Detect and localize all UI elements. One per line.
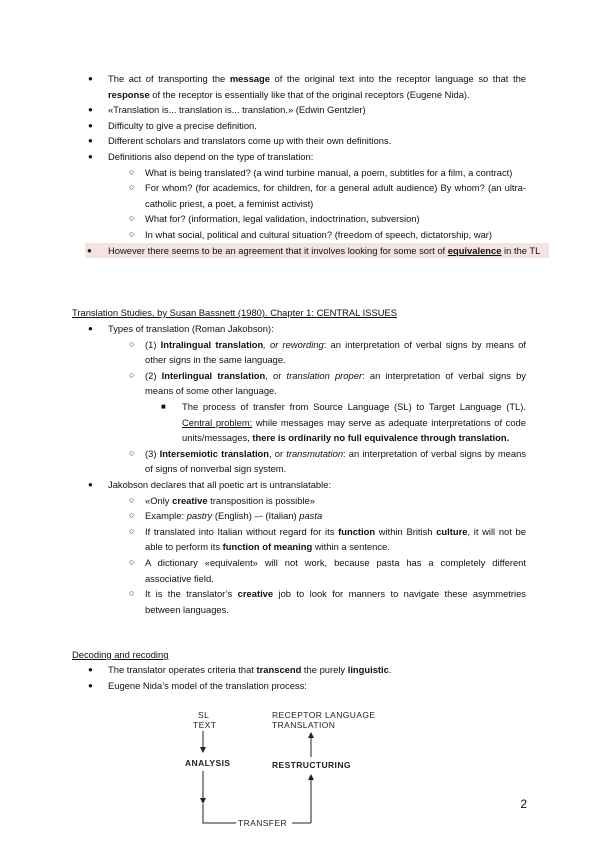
list-item: ○ (2) Interlingual translation, or translation proper: an interpretation of verbal signs by means of some other language. — [129, 369, 526, 397]
text-label: TEXT — [193, 720, 217, 730]
list-item: ○ If translated into Italian without regard for its function within British culture, it will not be able to perform its function of meaning within a sentence. — [129, 525, 526, 553]
list-item: ○ «Only creative transposition is possible» — [145, 493, 526, 509]
square-bullet-icon: ■ — [161, 401, 166, 411]
circle-bullet-icon: ○ — [129, 182, 135, 193]
list-item: ○ For whom? (for academics, for children, for a general adult audience) By whom? (an ultra-catholic priest, a poet, a feminist activist) — [129, 182, 526, 209]
bullet-icon: ● — [88, 105, 93, 115]
sl-label: SL — [198, 710, 210, 720]
circle-bullet-icon: ○ — [129, 228, 135, 239]
circle-bullet-icon: ○ — [129, 525, 135, 536]
translation-label: TRANSLATION — [272, 720, 336, 730]
circle-bullet-icon: ○ — [129, 447, 135, 458]
highlighted-bullet: ● However there seems to be an agreement that it involves looking for some sort of equivalence in the TL — [85, 243, 549, 259]
page-number: 2 — [520, 797, 527, 811]
circle-bullet-icon: ○ — [129, 510, 135, 521]
list-item: ○ Example: pastry (English) –- (Italian) pasta — [145, 508, 526, 524]
bullet-icon: ● — [88, 665, 93, 674]
analysis-label: ANALYSIS — [185, 758, 231, 768]
circle-bullet-icon: ○ — [129, 213, 135, 224]
circle-bullet-icon: ○ — [129, 369, 135, 380]
circle-bullet-icon: ○ — [129, 494, 135, 505]
list-item: ● Jakobson declares that all poetic art is untranslatable: — [108, 477, 526, 493]
bullet-icon: ● — [88, 324, 93, 333]
restructuring-label: RESTRUCTURING — [272, 760, 351, 770]
circle-bullet-icon: ○ — [129, 166, 135, 177]
circle-bullet-icon: ○ — [129, 338, 135, 349]
list-item: ○ A dictionary «equivalent» will not work, because pasta has a completely different associative field. — [129, 556, 526, 584]
list-item: ○ (1) Intralingual translation, or rewording: an interpretation of verbal signs by means of other signs in the same language. — [129, 338, 526, 366]
bullet-icon: ● — [88, 151, 93, 161]
bullet-icon: ● — [87, 245, 92, 255]
bullet-icon: ● — [88, 479, 93, 489]
list-item: ■ The process of transfer from Source Language (SL) to Target Language (TL). Central problem: while messages may serve as adequate interpretations of code units/messages, there is ordinarily no full equivalence through translation. — [161, 400, 526, 444]
list-item: ● Difficulty to give a precise definition. — [108, 118, 526, 134]
list-item: ● «Translation is... translation is... translation.» (Edwin Gentzler) — [108, 102, 526, 118]
bullet-icon: ● — [88, 74, 93, 83]
list-item: ○ What is being translated? (a wind turbine manual, a poem, subtitles for a film, a contract) — [145, 165, 526, 181]
transfer-label: TRANSFER — [238, 818, 288, 828]
equivalence-keyword: equivalence — [447, 244, 502, 256]
list-item: ○ In what social, political and cultural situation? (freedom of speech, dictatorship, war) — [145, 227, 526, 243]
list-item: ● Types of translation (Roman Jakobson): — [108, 321, 526, 337]
list-item: ○ It is the translator’s creative job to look for manners to navigate these asymmetries between languages. — [129, 588, 526, 615]
bullet-icon: ● — [88, 120, 93, 130]
list-item: ○ What for? (information, legal validation, indoctrination, subversion) — [145, 211, 526, 227]
list-item: ● Eugene Nida’s model of the translation process: — [108, 678, 526, 694]
list-item: ● Definitions also depend on the type of translation: — [108, 149, 526, 165]
section-heading-bassnett: Translation Studies, by Susan Bassnett (1980). Chapter 1: CENTRAL ISSUES — [72, 307, 397, 318]
list-item: ● The translator operates criteria that transcend the purely linguistic. — [108, 662, 526, 678]
list-item: ○ (3) Intersemiotic translation, or transmutation: an interpretation of verbal signs by means of signs of nonverbal sign system. — [129, 447, 527, 475]
list-item: ● The act of transporting the message of the original text into the receptor language so that the response of the receptor is essentially like that of the original receptors (Eugene Nida). — [88, 73, 527, 100]
receptor-language-label: RECEPTOR LANGUAGE — [272, 710, 376, 720]
bullet-icon: ● — [88, 680, 93, 690]
circle-bullet-icon: ○ — [129, 588, 135, 599]
circle-bullet-icon: ○ — [129, 556, 135, 567]
list-item: ● Different scholars and translators come up with their own definitions. — [108, 133, 526, 149]
section-heading-decoding: Decoding and recoding — [72, 649, 169, 660]
line-to-transfer — [203, 804, 236, 823]
bullet-icon: ● — [88, 136, 93, 146]
